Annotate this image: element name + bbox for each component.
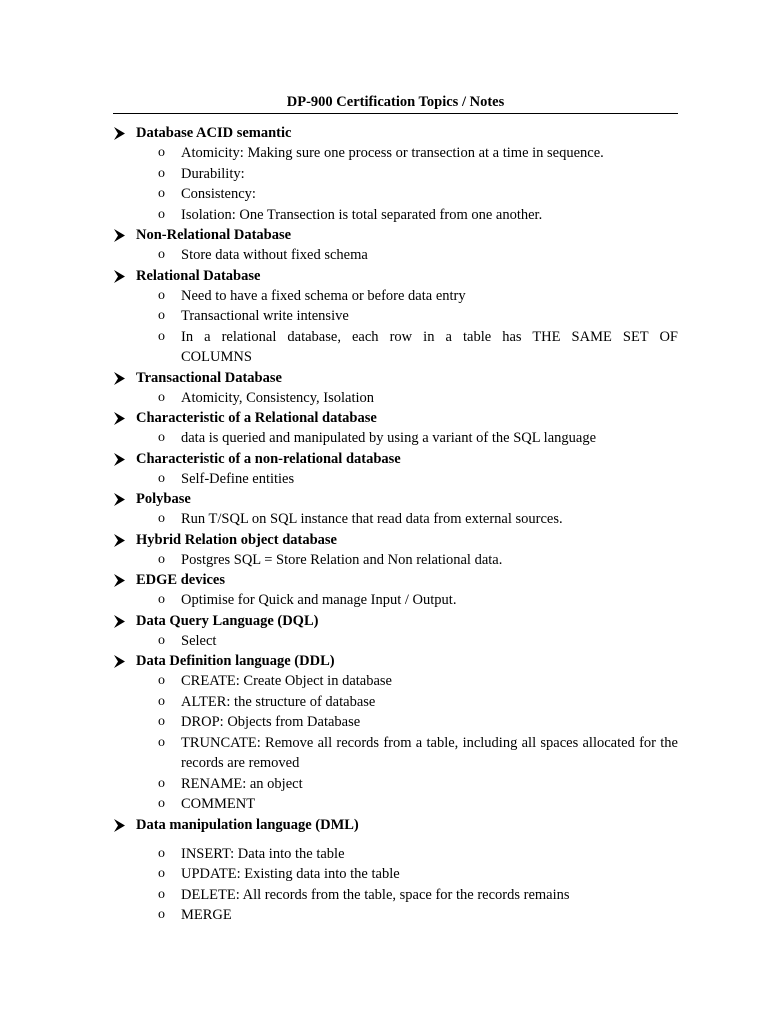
arrowhead-bullet-icon: [113, 489, 127, 509]
section-heading: [0, 408, 768, 428]
hollow-circle-bullet-icon: o: [158, 907, 165, 922]
list-item-text: Optimise for Quick and manage Input / Output.: [181, 592, 457, 608]
section-heading-text: Data manipulation language (DML): [136, 816, 359, 833]
section-heading-text: Hybrid Relation object database: [136, 531, 337, 548]
list-item: [0, 590, 768, 611]
list-item-text: Store data without fixed schema: [181, 247, 368, 263]
list-item: [0, 671, 768, 692]
arrowhead-bullet-icon: [113, 651, 127, 671]
hollow-circle-bullet-icon: o: [158, 592, 165, 607]
arrowhead-bullet-icon: [113, 570, 127, 590]
section-heading: [0, 449, 768, 469]
hollow-circle-bullet-icon: o: [158, 470, 165, 486]
section-acid-semantic: [0, 123, 768, 225]
list-item-text: Durability:: [181, 165, 245, 182]
hollow-circle-bullet-icon: o: [158, 247, 165, 262]
arrowhead-bullet-icon: [113, 123, 127, 143]
hollow-circle-bullet-icon: o: [158, 511, 165, 526]
list-item-text: RENAME: an object: [181, 775, 303, 792]
section-relational-characteristic: [0, 408, 768, 449]
section-non-relational-characteristic: [0, 449, 768, 490]
section-heading: [0, 570, 768, 590]
list-item: [0, 245, 768, 266]
list-item: [0, 631, 768, 652]
list-item: [0, 469, 768, 490]
section-heading: [0, 611, 768, 631]
list-item-text: Atomicity, Consistency, Isolation: [181, 389, 375, 406]
list-item: [0, 306, 768, 327]
list-item-text: ALTER: the structure of database: [181, 693, 376, 710]
section-heading-text: EDGE devices: [136, 572, 226, 588]
hollow-circle-bullet-icon: o: [158, 845, 165, 861]
list-item: [0, 164, 768, 185]
list-item-text: CREATE: Create Object in database: [181, 673, 392, 689]
section-relational-database: [0, 266, 768, 368]
list-item: [0, 388, 768, 409]
hollow-circle-bullet-icon: o: [158, 714, 165, 729]
arrowhead-bullet-icon: [113, 225, 127, 245]
section-non-relational-database: [0, 225, 768, 266]
hollow-circle-bullet-icon: o: [158, 389, 165, 405]
arrowhead-bullet-icon: [113, 266, 127, 286]
list-item: [0, 692, 768, 713]
list-item: [0, 844, 768, 865]
page-title: DP-900 Certification Topics / Notes: [286, 94, 505, 110]
list-item-text: Run T/SQL on SQL instance that read data from external sources.: [181, 511, 563, 527]
list-item: [0, 509, 768, 530]
notes-list: [0, 123, 768, 926]
section-edge-devices: [0, 570, 768, 611]
section-polybase: [0, 489, 768, 530]
list-item: [0, 733, 768, 774]
section-heading-text: Database ACID semantic: [136, 125, 292, 141]
hollow-circle-bullet-icon: o: [158, 165, 165, 181]
section-heading-text: Characteristic of a Relational database: [136, 410, 377, 426]
section-heading: [0, 368, 768, 388]
list-item: [0, 905, 768, 926]
list-item-text: TRUNCATE: Remove all records from a table, including all spaces allocated for the records are removed: [181, 734, 678, 771]
section-heading: [0, 123, 768, 143]
list-item-text: Consistency:: [181, 186, 256, 202]
list-item: [0, 885, 768, 906]
hollow-circle-bullet-icon: o: [158, 328, 165, 344]
list-item-text: Postgres SQL = Store Relation and Non relational data.: [181, 551, 503, 568]
list-item-text: Need to have a fixed schema or before data entry: [181, 287, 466, 304]
list-item: [0, 184, 768, 205]
title-underline: [113, 113, 678, 114]
section-heading-text: Transactional Database: [136, 369, 282, 386]
list-item: [0, 286, 768, 307]
section-transactional-database: [0, 368, 768, 409]
list-item-text: In a relational database, each row in a table has THE SAME SET OF COLUMNS: [181, 328, 678, 365]
list-item: [0, 327, 768, 368]
arrowhead-bullet-icon: [113, 408, 127, 428]
hollow-circle-bullet-icon: o: [158, 693, 165, 709]
arrowhead-bullet-icon: [113, 449, 127, 469]
list-item: [0, 550, 768, 571]
list-item-text: COMMENT: [181, 796, 256, 812]
list-item-text: DELETE: All records from the table, space for the records remains: [181, 886, 570, 903]
list-item: [0, 774, 768, 795]
section-heading: [0, 530, 768, 550]
hollow-circle-bullet-icon: o: [158, 186, 165, 201]
hollow-circle-bullet-icon: o: [158, 886, 165, 902]
hollow-circle-bullet-icon: o: [158, 308, 165, 323]
list-item-text: DROP: Objects from Database: [181, 714, 361, 730]
list-item: [0, 428, 768, 449]
hollow-circle-bullet-icon: o: [158, 145, 165, 160]
list-item-text: data is queried and manipulated by using a variant of the SQL language: [181, 430, 597, 446]
hollow-circle-bullet-icon: o: [158, 866, 165, 881]
section-heading-text: Data Query Language (DQL): [136, 612, 319, 629]
section-heading-text: Characteristic of a non-relational database: [136, 450, 401, 467]
section-heading: [0, 815, 768, 835]
list-item-text: UPDATE: Existing data into the table: [181, 866, 400, 882]
arrowhead-bullet-icon: [113, 815, 127, 835]
section-hybrid-relation-object-database: [0, 530, 768, 571]
section-heading: [0, 651, 768, 671]
list-item-text: MERGE: [181, 907, 232, 923]
list-item: [0, 143, 768, 164]
list-item: [0, 864, 768, 885]
section-ddl: [0, 651, 768, 815]
list-item: [0, 712, 768, 733]
arrowhead-bullet-icon: [113, 611, 127, 631]
hollow-circle-bullet-icon: o: [158, 551, 165, 567]
hollow-circle-bullet-icon: o: [158, 796, 165, 811]
list-item: [0, 794, 768, 815]
hollow-circle-bullet-icon: o: [158, 734, 165, 750]
section-heading: [0, 266, 768, 286]
arrowhead-bullet-icon: [113, 530, 127, 550]
list-item: [0, 205, 768, 226]
list-item-text: Select: [181, 632, 217, 649]
list-item-text: Atomicity: Making sure one process or transection at a time in sequence.: [181, 145, 604, 161]
hollow-circle-bullet-icon: o: [158, 632, 165, 648]
arrowhead-bullet-icon: [113, 368, 127, 388]
section-heading: [0, 225, 768, 245]
hollow-circle-bullet-icon: o: [158, 430, 165, 445]
list-item-text: INSERT: Data into the table: [181, 845, 345, 862]
hollow-circle-bullet-icon: o: [158, 775, 165, 791]
section-dql: [0, 611, 768, 652]
section-heading-text: Polybase: [136, 491, 191, 507]
hollow-circle-bullet-icon: o: [158, 287, 165, 303]
list-item-text: Isolation: One Transection is total separated from one another.: [181, 206, 543, 223]
section-heading: [0, 489, 768, 509]
section-heading-text: Non-Relational Database: [136, 227, 292, 243]
section-heading-text: Relational Database: [136, 267, 261, 284]
list-item-text: Self-Define entities: [181, 470, 295, 487]
list-item-text: Transactional write intensive: [181, 308, 349, 324]
hollow-circle-bullet-icon: o: [158, 673, 165, 688]
hollow-circle-bullet-icon: o: [158, 206, 165, 222]
section-heading-text: Data Definition language (DDL): [136, 653, 335, 669]
section-dml: [0, 815, 768, 926]
